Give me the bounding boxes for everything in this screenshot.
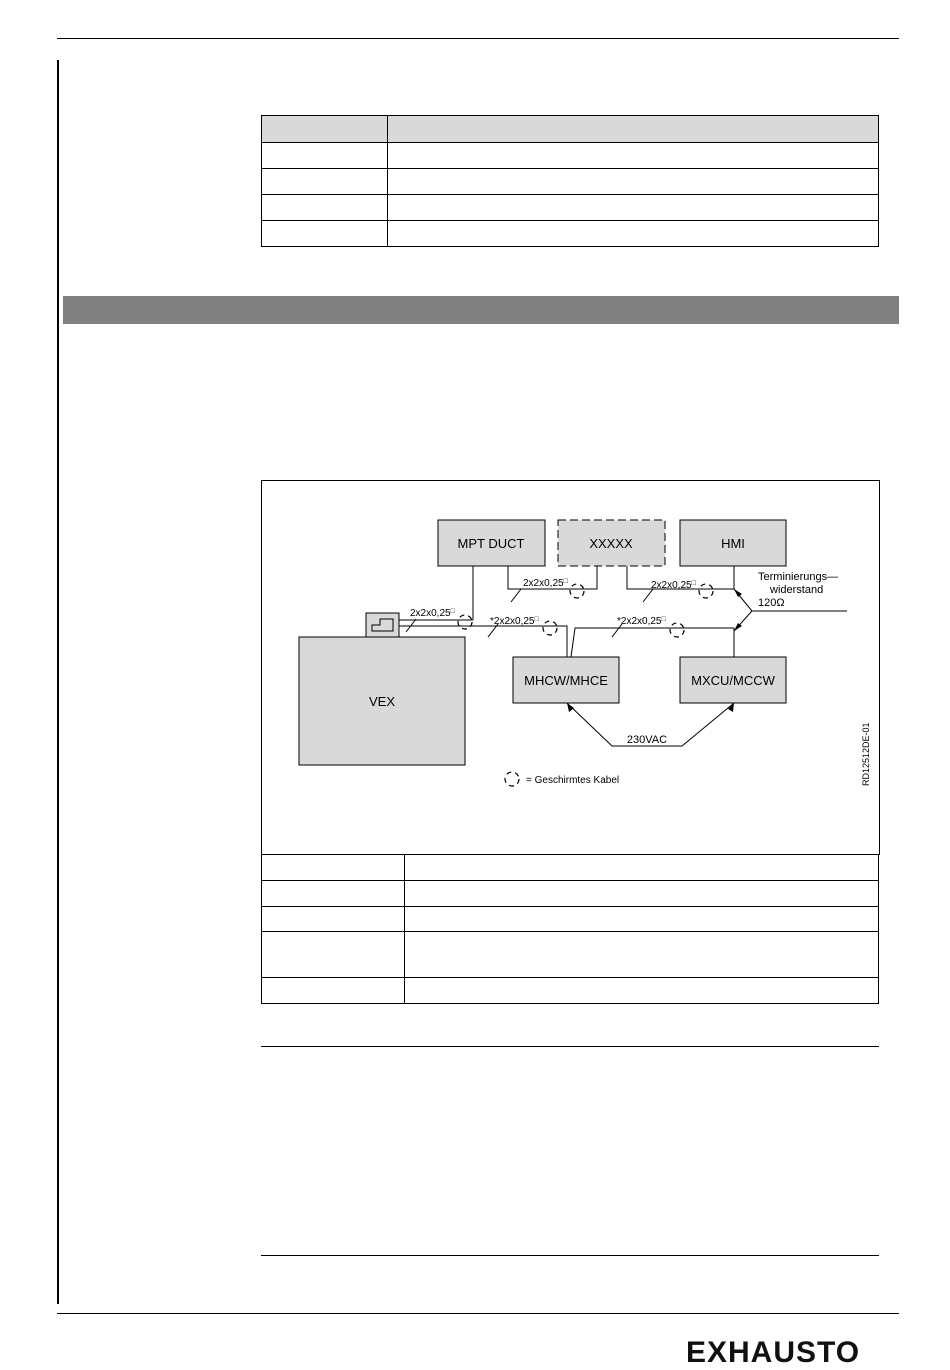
header-rule [57,38,899,39]
cable-label: 2x2x0,25□ [651,580,696,591]
table-row [262,169,879,195]
shield-icon [699,584,713,598]
shield-icon [670,623,684,637]
mpt-duct-label: MPT DUCT [457,536,525,551]
table-row [262,907,879,932]
termination-label-3: 120Ω [758,597,785,609]
table-cell [262,169,388,195]
table-cell [405,855,879,881]
brand-logo: EXHAUSTO [686,1336,861,1369]
note-rule-bottom [261,1255,879,1256]
table-row [262,195,879,221]
arrowhead [734,589,742,597]
table-cell [262,978,405,1004]
table-cell [262,907,405,932]
cable-label: *2x2x0,25□ [617,616,666,627]
arrowhead [734,623,742,631]
termination-label-2: widerstand [770,584,824,596]
table-row [262,143,879,169]
note-rule-top [261,1046,879,1047]
table-row [262,221,879,247]
cable-label: 2x2x0,25□ [410,608,455,619]
table-cell [262,855,405,881]
table-header-cell [388,116,879,143]
vex-connector-box [366,613,399,637]
bus-line-mhcw-in [562,626,567,657]
table-cell [388,221,879,247]
table-cell [405,978,879,1004]
xxxxx-label: XXXXX [589,536,633,551]
table-header-row [262,116,879,143]
table-cell [388,195,879,221]
footer-rule [57,1313,899,1314]
cable-label: *2x2x0,25□ [490,616,539,627]
power-label: 230VAC [626,734,668,746]
table-row [262,881,879,907]
shield-icon [458,615,472,629]
table-row [262,932,879,978]
cable-tick [511,589,521,602]
table-cell [262,195,388,221]
shield-icon [505,772,519,786]
arrowhead [567,703,574,712]
mxcu-label: MXCU/MCCW [691,673,775,688]
table-cell [405,881,879,907]
cable-label: 2x2x0,25□ [523,578,568,589]
hmi-label: HMI [721,536,745,551]
table-cell [405,932,879,978]
table-cell [262,221,388,247]
mhcw-label: MHCW/MHCE [524,673,608,688]
table-cell [388,143,879,169]
table-cell [262,932,405,978]
wiring-diagram-frame [261,480,880,855]
table-cell [262,881,405,907]
termination-label-1: Terminierungs— [758,571,839,583]
table-cell [405,907,879,932]
table-cell [388,169,879,195]
vex-label: VEX [368,694,396,709]
left-margin-line [57,60,59,1304]
termination-leader [734,589,752,631]
top-table [261,115,879,247]
shield-icon [570,584,584,598]
table-row [262,978,879,1004]
table-cell [262,143,388,169]
legend-label: = Geschirmtes Kabel [526,775,620,786]
bus-line-mhcw-mxcu [571,628,734,657]
shield-icon [543,621,557,635]
table-row [262,855,879,881]
legend-table [261,854,879,1004]
table-header-cell [262,116,388,143]
drawing-id: RD12512DE-01 [861,722,871,786]
wiring-diagram [262,481,879,855]
section-heading-bar [63,296,899,324]
